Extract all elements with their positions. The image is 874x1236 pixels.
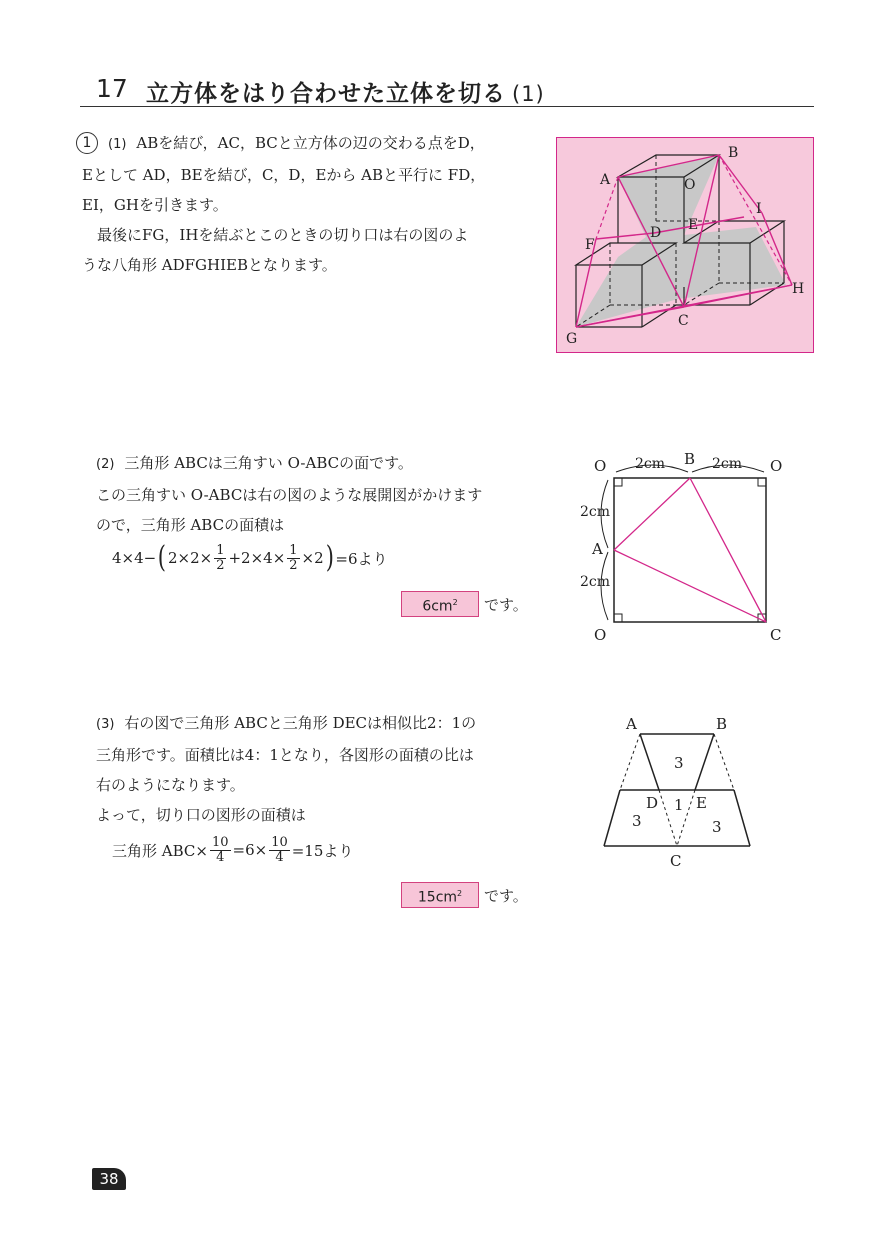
- label-o: O: [684, 177, 696, 193]
- part3-formula-b: =6×: [232, 841, 268, 859]
- close-paren: ): [325, 540, 334, 575]
- right-angle-marks: [614, 478, 766, 622]
- part1-label: (1): [108, 137, 127, 152]
- part3-text: [96, 708, 546, 830]
- fraction-numerator: 1: [289, 542, 298, 558]
- dim-top-right: 2cm: [712, 456, 743, 472]
- section-title-text: 立方体をはり合わせた立体を切る: [146, 81, 506, 107]
- part3-line-3: 右のようになります。: [96, 776, 245, 794]
- label-o-top-right: O: [770, 457, 783, 475]
- net-square-figure: [580, 446, 790, 646]
- page-number: 38: [92, 1168, 126, 1190]
- part2-line-2: この三角すい O-ABCは右の図のような展開図がかけます: [96, 486, 483, 504]
- part2-formula-c: +2×4×: [228, 549, 286, 567]
- label-g: G: [566, 331, 578, 347]
- label-a: A: [600, 172, 611, 188]
- part3-line-1-text: 右の図で三角形 ABCと三角形 DECは相似比2：1の: [124, 714, 477, 732]
- part2-formula: [112, 536, 388, 580]
- fraction-denominator: 2: [216, 557, 225, 573]
- part2-formula-e: =6より: [335, 549, 388, 568]
- question-number-circle: 1: [76, 132, 98, 154]
- section-number: 17: [96, 74, 128, 103]
- part3-line-2: 三角形です。面積比は4：1となり，各図形の面積の比は: [96, 746, 474, 764]
- dim-top-left: 2cm: [635, 456, 666, 472]
- area-center: 1: [674, 796, 684, 814]
- label-f: F: [585, 237, 595, 253]
- part2-suffix: です。: [484, 596, 528, 614]
- cube-section-figure: [556, 137, 814, 353]
- fraction-numerator: 1: [216, 542, 225, 558]
- part3-answer: 15cm: [417, 889, 458, 906]
- part1-line-3: EI，GHを引きます。: [82, 196, 228, 214]
- part2-line-3: ので，三角形 ABCの面積は: [96, 516, 285, 534]
- part3-line-4: よって，切り口の図形の面積は: [96, 806, 306, 824]
- part1-line-2: Eとして AD，BEを結び，C，D，Eから ABと平行に FD，: [82, 166, 486, 184]
- fraction-denominator: 2: [289, 557, 298, 573]
- fraction-ten-fourths-1: [210, 836, 231, 865]
- section-title: [146, 75, 545, 108]
- section-subtitle: (1): [512, 82, 545, 106]
- label-i: I: [756, 201, 762, 217]
- fraction-one-half-2: [287, 544, 299, 573]
- label-o-top-left: O: [594, 457, 607, 475]
- label-e: E: [688, 217, 699, 233]
- label-c: C: [770, 626, 782, 644]
- square-outline: [614, 478, 766, 622]
- label-b: B: [684, 450, 696, 468]
- label-a: A: [592, 540, 603, 558]
- part3-formula: [112, 828, 353, 872]
- fraction-numerator: 10: [211, 834, 229, 850]
- part2-line-1: [96, 448, 546, 480]
- part1-text: [82, 128, 548, 280]
- figure-solid-lines: [604, 734, 750, 846]
- area-left: 3: [632, 812, 642, 830]
- part2-formula-d: ×2: [301, 549, 324, 567]
- dimension-arcs: [601, 465, 764, 620]
- label-h: H: [792, 281, 805, 297]
- part3-answer-box: [401, 882, 479, 908]
- label-b: B: [716, 715, 728, 733]
- part2-formula-b: 2×2×: [167, 549, 213, 567]
- triangle-abc: [614, 478, 766, 622]
- part1-line-1: [108, 128, 548, 160]
- part2-answer-sup: 2: [452, 598, 458, 607]
- dim-left-top: 2cm: [580, 504, 611, 520]
- part3-formula-c: =15より: [291, 841, 354, 860]
- fraction-numerator: 10: [271, 834, 288, 850]
- part2-text: [96, 448, 546, 540]
- part3-label: (3): [96, 717, 115, 732]
- part2-formula-a: 4×4−: [112, 549, 157, 567]
- similar-triangles-figure: [596, 712, 766, 872]
- part2-label: (2): [96, 457, 115, 472]
- part2-line-1-text: 三角形 ABCは三角すい O-ABCの面です。: [124, 454, 413, 472]
- part2-answer: 6cm: [422, 598, 453, 615]
- part3-answer-sup: 2: [457, 889, 463, 898]
- dim-left-bottom: 2cm: [580, 574, 611, 590]
- part3-line-1: [96, 708, 546, 740]
- part3-suffix: です。: [484, 887, 528, 905]
- label-c: C: [678, 313, 689, 329]
- part1-line-5: うな八角形 ADFGHIEBとなります。: [82, 256, 337, 274]
- label-o-bottom: O: [594, 626, 607, 644]
- fraction-denominator: 4: [275, 849, 284, 865]
- part2-answer-box: [401, 591, 479, 617]
- fraction-ten-fourths-2: [269, 836, 290, 865]
- part1-line-4: 最後にFG，IHを結ぶとこのときの切り口は右の図のよ: [97, 226, 469, 244]
- open-paren: (: [157, 540, 167, 575]
- label-c: C: [670, 852, 682, 870]
- part3-formula-a: 三角形 ABC×: [112, 841, 208, 860]
- label-b: B: [728, 145, 739, 161]
- label-e: E: [696, 794, 707, 812]
- label-d: D: [646, 794, 659, 812]
- label-d: D: [650, 225, 662, 241]
- fraction-denominator: 4: [216, 849, 225, 865]
- part1-line-1-text: ABを結び，AC，BCと立方体の辺の交わる点をD，: [136, 134, 485, 152]
- fraction-one-half-1: [214, 544, 226, 573]
- page-title: [80, 72, 814, 107]
- area-right: 3: [712, 818, 722, 836]
- label-a: A: [626, 715, 637, 733]
- area-top: 3: [674, 754, 684, 772]
